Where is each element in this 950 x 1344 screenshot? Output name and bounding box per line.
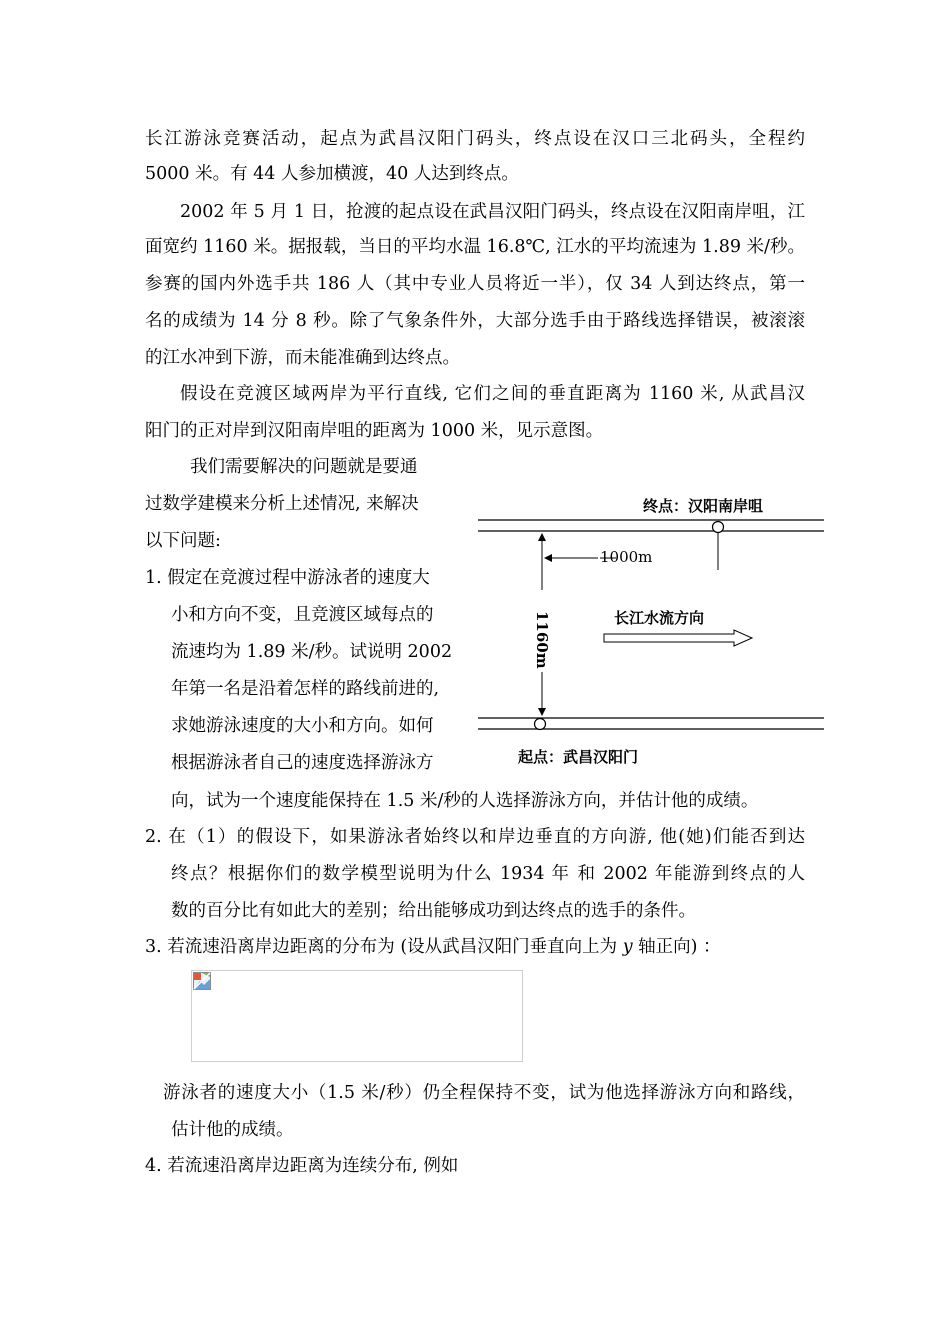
end-point-marker	[713, 522, 724, 533]
text-line: 2002 年 5 月 1 日，抢渡的起点设在武昌汉阳门码头，终点设在汉阳南岸咀，江	[180, 202, 805, 222]
question-1-line: 求她游泳速度的大小和方向。如何	[171, 716, 434, 736]
formula-image-placeholder	[191, 970, 523, 1062]
question-3-prefix: 3. 若流速沿离岸边距离的分布为 (设从武昌汉阳门垂直向上为	[145, 937, 623, 957]
text-line: 假设在竞渡区域两岸为平行直线, 它们之间的垂直距离为 1160 米, 从武昌汉	[180, 384, 805, 404]
distance-label: 1000m	[600, 548, 653, 566]
question-1-line: 年第一名是沿着怎样的路线前进的,	[171, 679, 440, 699]
question-4-line: 4. 若流速沿离岸边距离为连续分布, 例如	[145, 1156, 459, 1176]
text-line: 阳门的正对岸到汉阳南岸咀的距离为 1000 米，见示意图。	[145, 421, 604, 441]
y-variable: y	[622, 937, 633, 957]
question-1-line: 向，试为一个速度能保持在 1.5 米/秒的人选择游泳方向，并估计他的成绩。	[171, 791, 759, 811]
question-3-line: 游泳者的速度大小（1.5 米/秒）仍全程保持不变，试为他选择游泳方向和路线，	[163, 1083, 805, 1103]
text-line: 的江水冲到下游，而未能准确到达终点。	[145, 348, 460, 368]
text-line: 我们需要解决的问题就是要通	[190, 457, 418, 477]
question-3-suffix: 轴正向) ：	[632, 937, 721, 957]
start-point-label: 起点：武昌汉阳门	[518, 748, 639, 766]
flow-arrow	[604, 630, 752, 646]
text-line: 过数学建模来分析上述情况, 来解决	[145, 494, 419, 514]
question-1-line: 1. 假定在竞渡过程中游泳者的速度大	[145, 568, 430, 588]
question-1-line: 流速均为 1.89 米/秒。试说明 2002	[171, 642, 453, 662]
broken-image-icon	[193, 972, 211, 990]
question-2-line: 终点？根据你们的数学模型说明为什么 1934 年 和 2002 年能游到终点的人	[171, 864, 805, 884]
river-crossing-diagram	[478, 490, 828, 770]
question-1-line: 小和方向不变，且竞渡区域每点的	[171, 605, 434, 625]
text-line: 5000 米。有 44 人参加横渡，40 人达到终点。	[145, 164, 519, 184]
start-point-marker	[535, 719, 546, 730]
flow-direction-label: 长江水流方向	[614, 609, 705, 627]
text-line: 名的成绩为 14 分 8 秒。除了气象条件外，大部分选手由于路线选择错误，被滚滚	[145, 311, 805, 331]
question-2-line: 数的百分比有如此大的差别；给出能够成功到达终点的选手的条件。	[171, 901, 696, 921]
width-label: 1160m	[533, 611, 551, 669]
text-line: 长江游泳竞赛活动，起点为武昌汉阳门码头，终点设在汉口三北码头，全程约	[145, 129, 805, 149]
question-3-line: 估计他的成绩。	[171, 1120, 294, 1140]
question-3-line	[145, 936, 721, 958]
end-point-label: 终点：汉阳南岸咀	[643, 497, 764, 515]
question-2-line: 2. 在（1）的假设下，如果游泳者始终以和岸边垂直的方向游, 他(她)们能否到达	[145, 827, 805, 847]
text-line: 面宽约 1160 米。据报载，当日的平均水温 16.8℃, 江水的平均流速为 1.89 米/秒。	[145, 237, 805, 257]
text-line: 参赛的国内外选手共 186 人（其中专业人员将近一半），仅 34 人到达终点，第一	[145, 274, 805, 294]
text-line: 以下问题:	[145, 531, 221, 551]
question-1-line: 根据游泳者自己的速度选择游泳方	[171, 753, 434, 773]
